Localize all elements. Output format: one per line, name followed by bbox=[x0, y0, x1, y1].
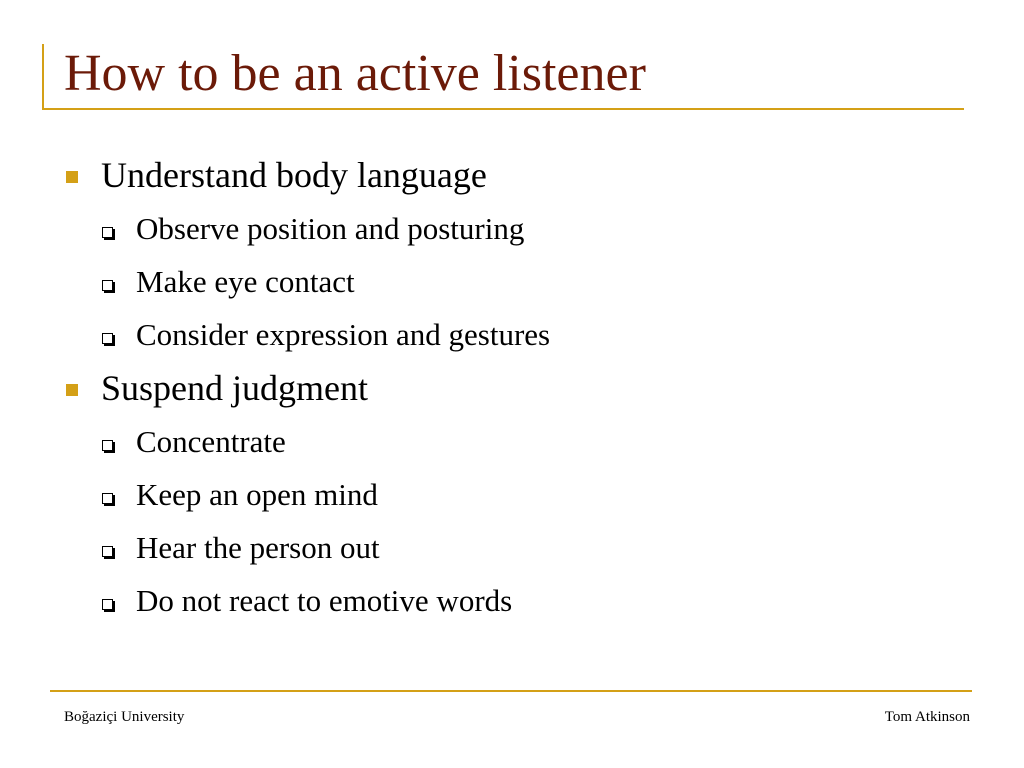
box-bullet-icon bbox=[102, 546, 113, 557]
sub-bullet-text: Observe position and posturing bbox=[136, 211, 525, 246]
box-bullet-icon bbox=[102, 333, 113, 344]
box-bullet-icon bbox=[102, 280, 113, 291]
sub-bullet-text: Make eye contact bbox=[136, 264, 355, 299]
bullet-heading: Suspend judgment bbox=[101, 368, 368, 408]
sub-bullet bbox=[0, 308, 1000, 361]
footer-institution: Boğaziçi University bbox=[64, 709, 185, 725]
sub-bullet-text: Consider expression and gestures bbox=[136, 317, 551, 352]
sub-bullet bbox=[0, 255, 1000, 308]
square-bullet-icon bbox=[66, 171, 78, 183]
sub-bullet bbox=[0, 468, 1000, 521]
sub-bullet-text: Keep an open mind bbox=[136, 477, 378, 512]
sub-bullet bbox=[0, 521, 1000, 574]
box-bullet-icon bbox=[102, 599, 113, 610]
slide-title: How to be an active listener bbox=[64, 45, 646, 102]
box-bullet-icon bbox=[102, 227, 113, 238]
footer-author: Tom Atkinson bbox=[884, 709, 970, 725]
sub-bullet-text: Do not react to emotive words bbox=[136, 583, 513, 618]
bullet-heading: Understand body language bbox=[101, 155, 487, 195]
bullet-section-suspend-judgment bbox=[0, 361, 1000, 415]
sub-bullet bbox=[0, 574, 1000, 627]
title-accent-bar bbox=[42, 44, 44, 110]
bullet-list bbox=[0, 148, 1000, 627]
sub-bullet-text: Concentrate bbox=[136, 424, 286, 459]
box-bullet-icon bbox=[102, 493, 113, 504]
sub-bullet-text: Hear the person out bbox=[136, 530, 380, 565]
sub-bullet bbox=[0, 202, 1000, 255]
box-bullet-icon bbox=[102, 440, 113, 451]
footer-divider bbox=[50, 690, 972, 692]
title-underline bbox=[42, 108, 964, 110]
sub-bullet bbox=[0, 415, 1000, 468]
bullet-section-body-language bbox=[0, 148, 1000, 202]
square-bullet-icon bbox=[66, 384, 78, 396]
